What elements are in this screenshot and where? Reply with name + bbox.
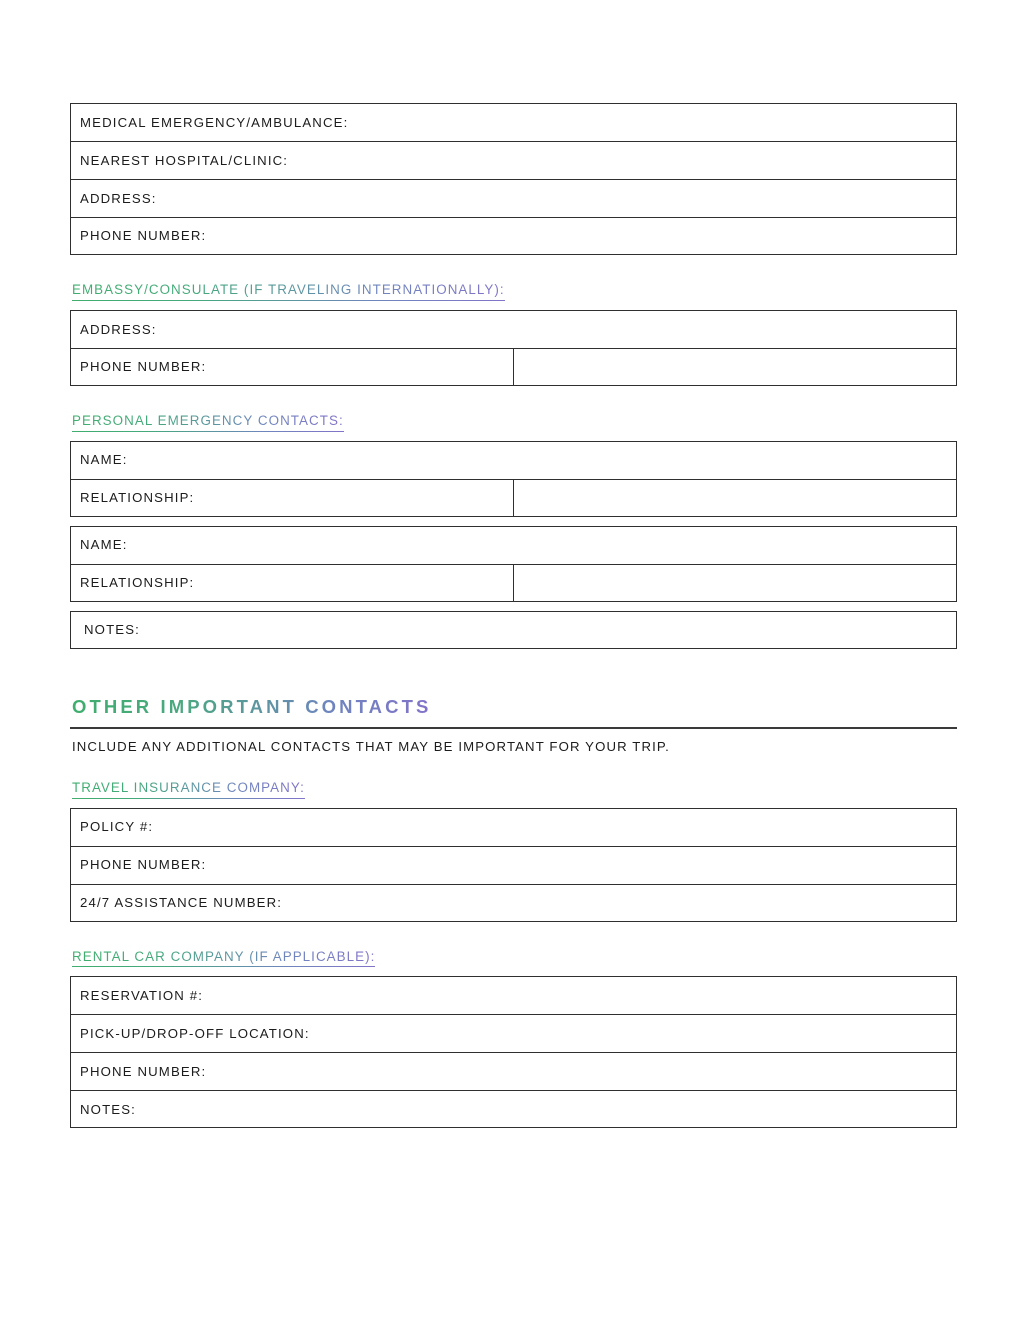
field-label: PICK-UP/DROP-OFF LOCATION: [80, 1026, 310, 1042]
table-row[interactable] [70, 103, 957, 141]
travel-insurance-table [70, 808, 957, 922]
section-description: INCLUDE ANY ADDITIONAL CONTACTS THAT MAY BE IMPORTANT FOR YOUR TRIP. [72, 738, 670, 754]
spacer [70, 755, 957, 779]
table-row[interactable] [70, 808, 957, 846]
embassy-table [70, 310, 957, 386]
field-cell[interactable] [71, 1015, 956, 1052]
field-cell[interactable] [71, 142, 956, 179]
field-label: PHONE NUMBER: [80, 857, 207, 873]
field-cell[interactable] [71, 977, 956, 1014]
travel-insurance-heading: TRAVEL INSURANCE COMPANY: [72, 780, 305, 799]
table-row[interactable] [70, 611, 957, 649]
personal-contact-2-table [70, 526, 957, 602]
table-row[interactable] [70, 884, 957, 922]
field-cell[interactable] [71, 565, 514, 601]
table-row[interactable] [70, 846, 957, 884]
embassy-heading: EMBASSY/CONSULATE (IF TRAVELING INTERNATIONALLY): [72, 282, 505, 301]
table-row[interactable] [70, 179, 957, 217]
personal-contacts-heading: PERSONAL EMERGENCY CONTACTS: [72, 413, 344, 432]
rental-car-heading: RENTAL CAR COMPANY (IF APPLICABLE): [72, 949, 375, 968]
spacer [70, 649, 957, 696]
field-cell[interactable] [71, 885, 956, 921]
field-label: 24/7 ASSISTANCE NUMBER: [80, 894, 283, 910]
field-label: POLICY #: [80, 819, 154, 835]
field-label: NOTES: [80, 1101, 136, 1117]
field-label: ADDRESS: [80, 321, 157, 337]
table-row[interactable] [70, 1052, 957, 1090]
rental-car-table [70, 976, 957, 1128]
field-cell[interactable] [71, 218, 956, 254]
spacer [70, 255, 957, 281]
field-label: NAME: [80, 537, 128, 553]
table-row[interactable] [70, 348, 957, 386]
field-value-cell[interactable] [514, 480, 957, 516]
table-row[interactable] [70, 1090, 957, 1128]
spacer [70, 922, 957, 948]
field-cell[interactable] [71, 180, 956, 217]
field-cell[interactable] [71, 527, 956, 564]
field-label: PHONE NUMBER: [80, 228, 207, 244]
personal-contacts-notes-table [70, 611, 957, 649]
field-label: RESERVATION #: [80, 988, 204, 1004]
field-cell[interactable] [71, 1091, 956, 1127]
table-row[interactable] [70, 141, 957, 179]
field-label: RELATIONSHIP: [80, 489, 195, 505]
table-row[interactable] [70, 441, 957, 479]
personal-contact-1-table [70, 441, 957, 517]
spacer [70, 602, 957, 611]
field-value-cell[interactable] [514, 349, 957, 385]
section-title: OTHER IMPORTANT CONTACTS [72, 695, 432, 717]
field-label: ADDRESS: [80, 190, 157, 206]
field-cell[interactable] [71, 442, 956, 479]
table-row[interactable] [70, 564, 957, 602]
field-cell[interactable] [71, 311, 956, 348]
rental-car-section [70, 948, 957, 1129]
field-label: PHONE NUMBER: [80, 1064, 207, 1080]
field-label: NAME: [80, 452, 128, 468]
field-label: RELATIONSHIP: [80, 574, 195, 590]
table-row[interactable] [70, 310, 957, 348]
field-label: MEDICAL EMERGENCY/AMBULANCE: [80, 114, 349, 130]
field-cell[interactable] [71, 847, 956, 884]
table-row[interactable] [70, 1014, 957, 1052]
field-label: NEAREST HOSPITAL/CLINIC: [80, 152, 289, 168]
field-cell[interactable] [71, 1053, 956, 1090]
field-cell[interactable] [71, 809, 956, 846]
field-cell[interactable] [71, 480, 514, 516]
spacer [70, 386, 957, 412]
field-label: PHONE NUMBER: [80, 359, 207, 375]
travel-insurance-section [70, 779, 957, 922]
section-divider [70, 727, 957, 729]
field-value-cell[interactable] [514, 565, 957, 601]
field-cell[interactable] [71, 104, 956, 141]
embassy-section [70, 281, 957, 386]
table-row[interactable] [70, 976, 957, 1014]
field-cell[interactable] [71, 349, 514, 385]
other-contacts-section [70, 696, 957, 755]
emergency-services-table [70, 103, 957, 255]
notes-cell[interactable] [71, 612, 956, 648]
table-row[interactable] [70, 479, 957, 517]
table-row[interactable] [70, 526, 957, 564]
table-row[interactable] [70, 217, 957, 255]
spacer [70, 517, 957, 526]
field-label: NOTES: [84, 621, 140, 637]
personal-contacts-section [70, 412, 957, 649]
